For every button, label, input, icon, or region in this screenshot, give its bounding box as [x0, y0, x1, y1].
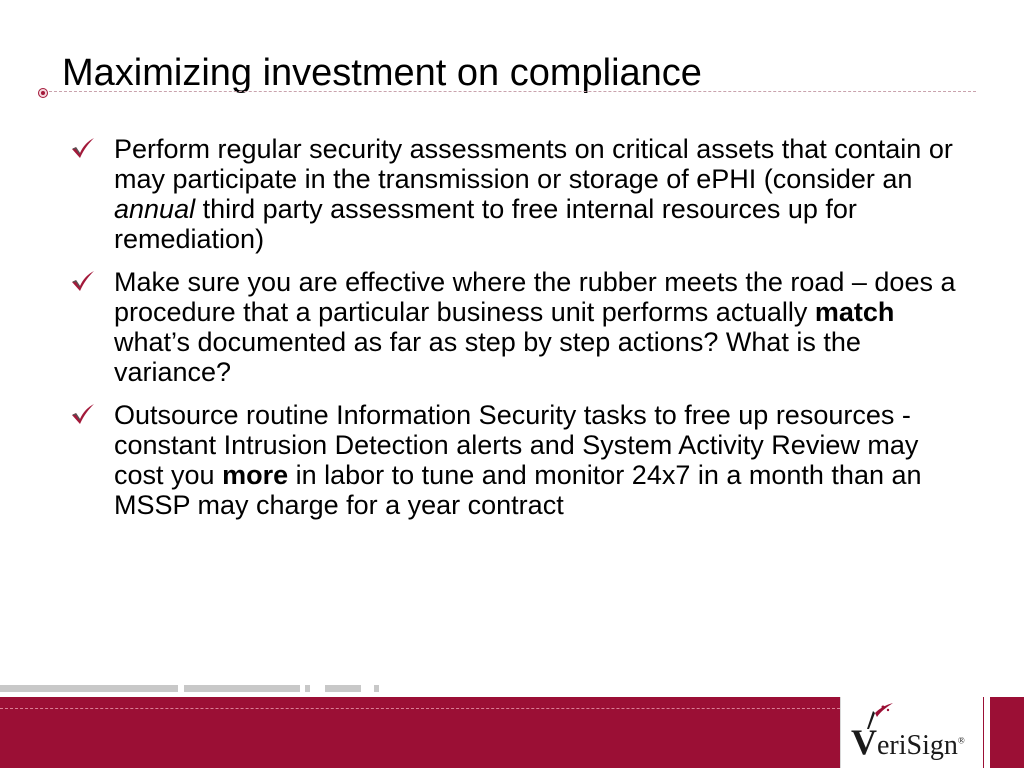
bullet-list: [70, 134, 970, 533]
bullet-text: [114, 267, 970, 387]
checkmark-icon: [70, 403, 96, 425]
footer-bar: [325, 685, 361, 692]
slide-title: Maximizing investment on compliance: [62, 52, 702, 94]
bullet-item: [70, 134, 970, 254]
bullet-text-segment: in labor to tune and monitor 24x7 in a month than an MSSP may charge for a year contract: [114, 460, 922, 520]
checkmark-icon: [70, 270, 96, 292]
logo-edge: [984, 697, 990, 768]
footer-divider: [0, 708, 840, 709]
bullet-text: [114, 134, 970, 254]
bullet-text-segment: Outsource routine Information Security tasks to free up resources - constant Intrusion Detection alerts and System Activity Review may cost you: [114, 400, 919, 490]
target-dot-icon: [38, 88, 48, 98]
logo-initial: V: [851, 722, 877, 762]
logo-wordmark: [851, 721, 965, 763]
bullet-text-segment: Perform regular security assessments on critical assets that contain or may participate in the transmission or storage of ePHI (consider an: [114, 134, 953, 194]
emphasis-match: match: [814, 297, 895, 327]
footer-bar: [305, 685, 310, 692]
footer-bar: [184, 685, 300, 692]
logo-rest: eriSign: [877, 730, 958, 761]
verisign-logo: [840, 697, 983, 768]
emphasis-more: more: [222, 460, 289, 490]
footer-bar: [374, 685, 379, 692]
bullet-item: [70, 267, 970, 387]
logo-registered-mark: ®: [957, 735, 965, 746]
title-divider: [44, 91, 976, 92]
bullet-text-segment: third party assessment to free internal resources up for remediation): [114, 194, 857, 254]
footer-bar: [0, 685, 178, 692]
bullet-text-segment: what’s documented as far as step by step actions? What is the variance?: [114, 327, 861, 387]
emphasis-annual: annual: [114, 194, 196, 224]
checkmark-icon: [70, 137, 96, 159]
bullet-text-segment: Make sure you are effective where the rubber meets the road – does a procedure that a particular business unit performs actually: [114, 267, 956, 327]
bullet-item: [70, 400, 970, 520]
footer-accent-bars: [0, 685, 390, 693]
bullet-text: [114, 400, 970, 520]
